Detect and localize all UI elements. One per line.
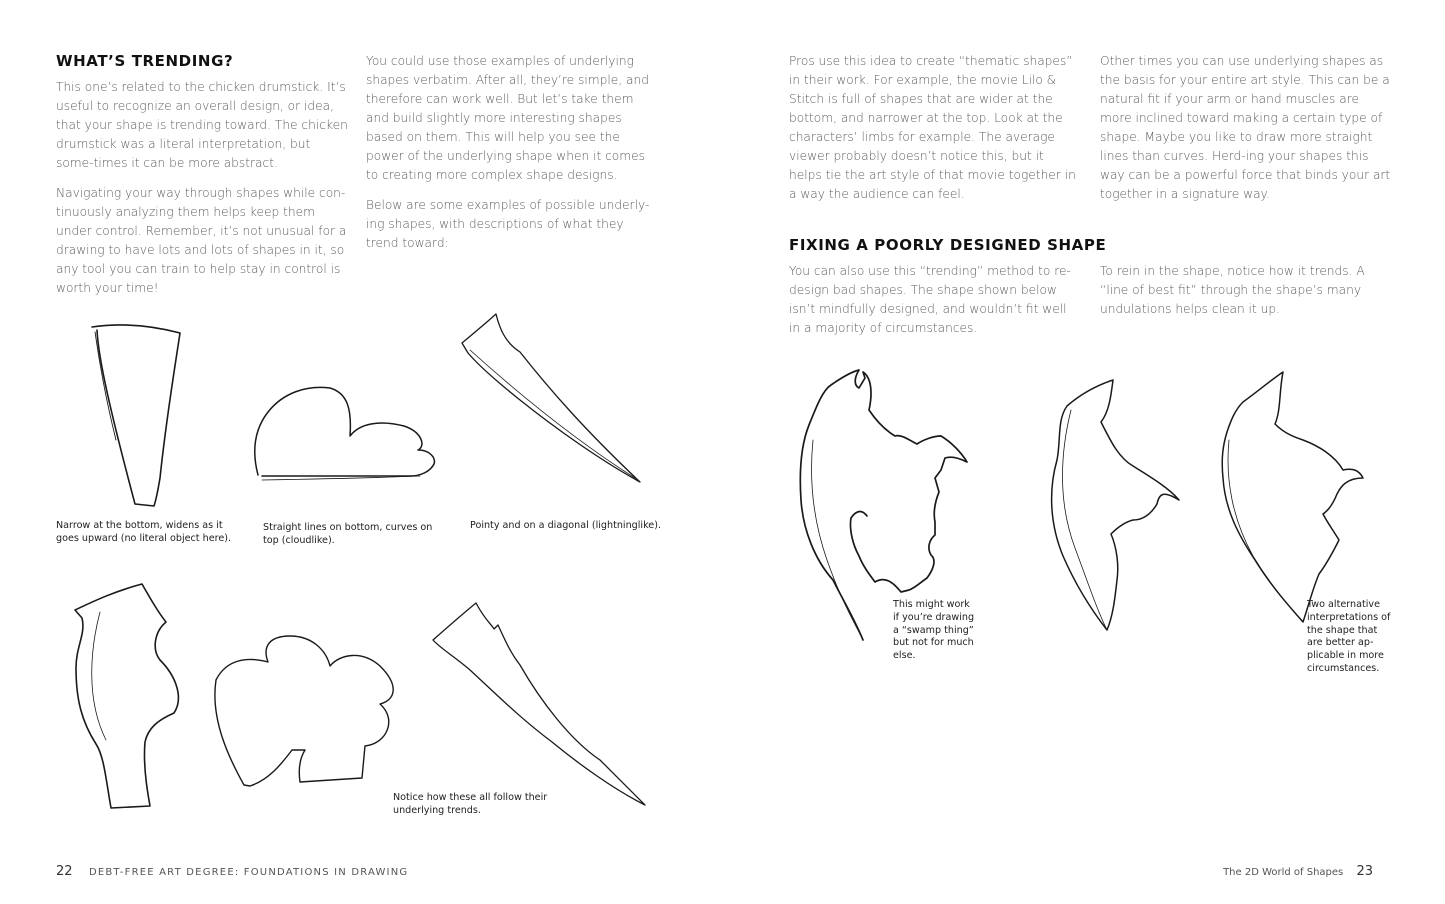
alternative-shape-2-sketch — [1222, 372, 1363, 622]
paragraph: Other times you can use underlying shapes as the basis for your entire art style. This can be a natural fit if your arm or hand muscles are more inclined toward making a certain type of shape. Maybe you like to draw more straight lines than curves. Herd-ing your shapes this way can be a powerful force that binds your art together in a signature way. — [1100, 54, 1391, 201]
paragraph: You can also use this “trending” method to re-design bad shapes. The shape shown below isn’t mindfully designed, and wouldn’t fit well in a majority of circumstances. — [789, 264, 1071, 335]
running-title: The 2D World of Shapes — [1223, 867, 1344, 878]
cloud-shape-sketch — [255, 387, 435, 476]
underlying-shapes-illustration — [0, 0, 722, 904]
redesign-shapes-illustration — [723, 0, 1445, 904]
paragraph: This one’s related to the chicken drumstick. It’s useful to recognize an overall design, or idea, that your shape is trending toward. The chicken drumstick was a literal interpretation, but some-times it can be more abstract. — [56, 80, 348, 170]
paragraph: Below are some examples of possible underly-ing shapes, with descriptions of what they trend toward: — [366, 198, 650, 250]
paragraph: To rein in the shape, notice how it trends. A “line of best fit” through the shape’s many undulations helps clean it up. — [1100, 264, 1365, 316]
figure-caption-cloud: Straight lines on bottom, curves on top (cloudlike). — [263, 522, 433, 546]
alternative-shape-1-sketch — [1052, 380, 1179, 630]
jagged-diagonal-shape-sketch — [433, 603, 645, 805]
figure-caption-tapered: Narrow at the bottom, widens as it goes upward (no literal object here). — [56, 520, 232, 544]
page-number: 23 — [1356, 864, 1373, 879]
left-page — [0, 0, 722, 904]
section-heading-fixing-shape: FIXING A POORLY DESIGNED SHAPE — [789, 236, 1107, 254]
section-heading-whats-trending: WHAT’S TRENDING? — [56, 52, 234, 70]
lightning-shape-sketch — [462, 314, 640, 482]
figure-caption-swamp-thing: This might work if you’re drawing a “swamp thing” but not for much else. — [893, 599, 975, 662]
running-title: DEBT-FREE ART DEGREE: FOUNDATIONS IN DRAWING — [88, 867, 409, 878]
drumstick-shape-sketch — [75, 584, 178, 808]
lightning-shape-sketch — [470, 350, 635, 478]
large-cloud-shape-sketch — [215, 636, 393, 786]
page-footer-right — [1223, 864, 1373, 879]
alternative-shape-2-sketch — [1228, 440, 1303, 622]
paragraph: You could use those examples of underlying shapes verbatim. After all, they’re simple, and therefore can work well. But let’s take them and build slightly more interesting shapes based on them. This will help you see the power of the underlying shape when it comes to creating more complex shape designs. — [366, 54, 649, 182]
page-number: 22 — [56, 864, 73, 879]
paragraph: Pros use this idea to create “thematic shapes” in their work. For example, the movie Lilo & Stitch is full of shapes that are wider at the bottom, and narrower at the top. Look at the characters’ limbs for example. The average viewer probably doesn’t notice this, but it helps tie the art style of that movie together in a way the audience can feel. — [789, 54, 1076, 201]
figure-caption-lightning: Pointy and on a diagonal (lightninglike). — [470, 520, 662, 531]
figure-caption-alternatives: Two alternative interpretations of the shape that are better ap-plicable in more circumstances. — [1307, 599, 1391, 674]
poorly-designed-shape-sketch — [812, 440, 863, 640]
drumstick-shape-sketch — [92, 612, 106, 740]
tapered-shape-sketch — [92, 325, 180, 506]
paragraph: Navigating your way through shapes while con-tinuously analyzing them helps keep them under control. Remember, it’s not unusual for a drawing to have lots and lots of shapes in it, so any tool you can train to help stay in control is worth your time! — [56, 186, 347, 295]
figure-caption-trends: Notice how these all follow their underlying trends. — [393, 792, 548, 816]
right-page — [723, 0, 1445, 904]
page-footer-left — [56, 864, 408, 879]
